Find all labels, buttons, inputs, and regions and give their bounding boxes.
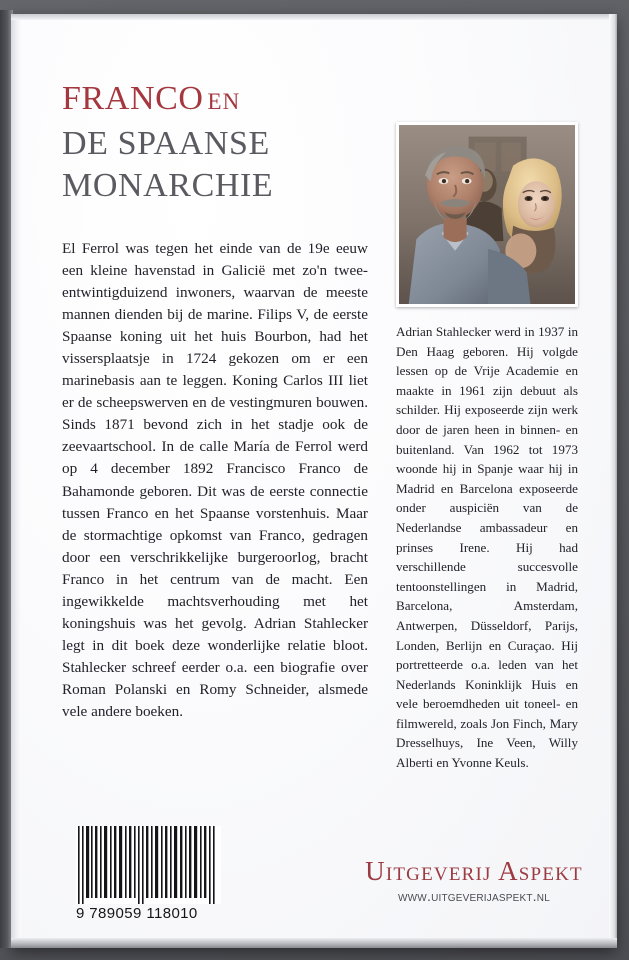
author-photo-frame [396,122,578,307]
page-edge-top [11,14,617,20]
barcode-digits: 9 789059 118010 [76,905,198,922]
title-line-1 [62,78,392,123]
author-bio-text: Adrian Stahlecker werd in 1937 in Den Haag geboren. Hij volgde lessen op de Vrije Academie en maakte in 1961 zijn debuut als schilder. Hij exposeerde zijn werk door de jaren heen in binnen- en buitenland. Van 1962 tot 1973 woonde hij in Spanje waar hij in Madrid en Barcelona exposeerde onder auspiciën van de Nederlandse ambassadeur en prinses Irene. Hij had verschillende succesvolle tentoonstellingen in Madrid, Barcelona, Amsterdam, Antwerpen, Düsseldorf, Parijs, Londen, Berlijn en Curaçao. Hij portretteerde o.a. leden van het Nederlands Koninklijk Huis en vele beroemdheden uit toneel- en filmwereld, zoals Jon Finch, Mary Dresselhuys, Ine Veen, Willy Alberti en Yvonne Keuls. [396,324,578,771]
barcode [76,826,221,922]
publisher-name: Uitgeverij Aspekt [365,856,583,886]
page-edge-left [11,14,21,948]
publisher-logo [358,856,590,905]
publisher-url[interactable]: www.uitgeverijaspekt.nl [398,889,550,905]
book-title [62,78,392,207]
author-portrait-image [399,125,575,304]
title-line-2: DE SPAANSE [62,125,270,162]
barcode-bars [76,826,221,904]
author-portrait-photo [399,125,575,304]
title-word-franco: FRANCO [62,80,204,117]
page-edge-right [609,14,617,948]
title-line-3: MONARCHIE [62,167,274,204]
blurb-text: El Ferrol was tegen het einde van de 19e eeuw een kleine havenstad in Galicië met zo'n twee-entwintigduizend inwoners, waarvan de meeste mannen dienden bij de marine. Filips V, de eerste Spaanse koning uit het huis Bourbon, had het vissersplaatsje in 1724 gekozen om er een marinebasis aan te leggen. Koning Carlos III liet er de scheepswerven en de vestingmuren bouwen. Sinds 1871 bevond zich in het stadje ook de zeevaartschool. In de calle María de Ferrol werd op 4 december 1892 Francisco Franco de Bahamonde geboren. Dit was de eerste connectie tussen Franco en het Spaanse vorstenhuis. Maar de stormachtige opkomst van Franco, gedragen door een verschrikkelijke burgeroorlog, bracht Franco in het centrum van de macht. Een ingewikkelde machtsverhouding met het koningshuis was het gevolg. Adrian Stahlecker legt in dit boek deze wonderlijke relatie bloot. Stahlecker schreef eerder o.a. een biografie over Roman Polanski en Romy Schneider, alsmede vele andere boeken. [62,240,368,720]
page-edge-bottom [11,938,617,948]
title-word-en: EN [207,89,241,114]
